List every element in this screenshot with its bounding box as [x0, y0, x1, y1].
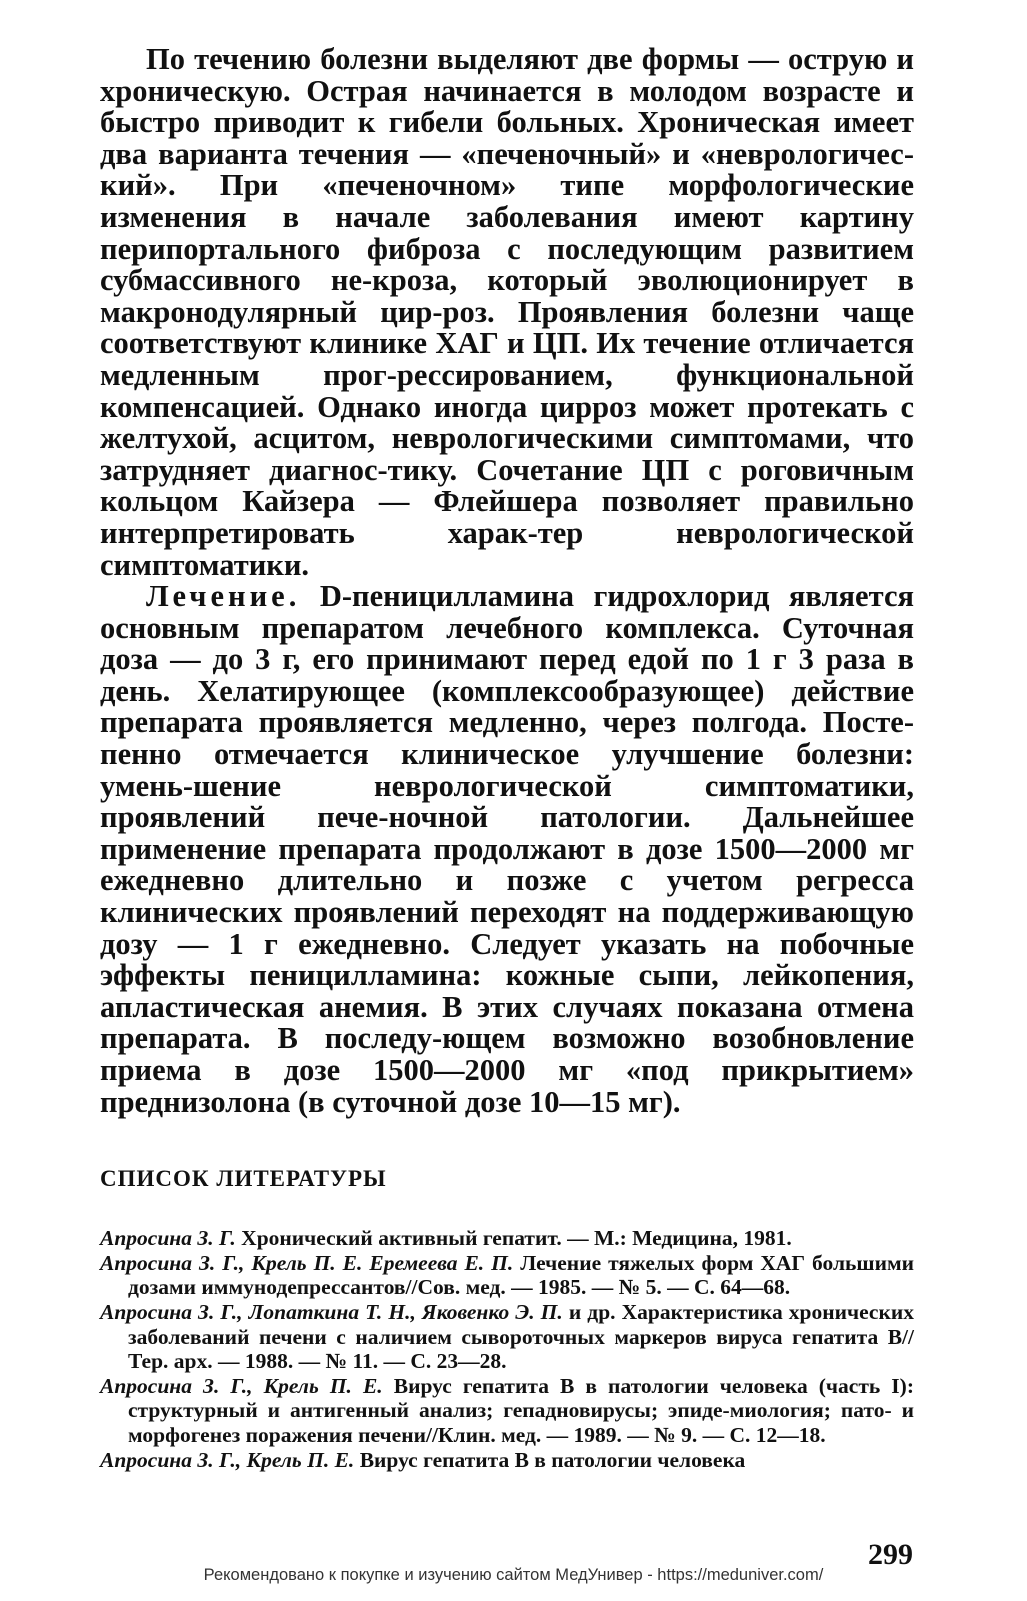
reference-authors: Апросина З. Г., Крель П. Е.	[100, 1447, 355, 1472]
page-number: 299	[868, 1538, 913, 1571]
references-heading: СПИСОК ЛИТЕРАТУРЫ	[100, 1166, 387, 1192]
reference-authors: Апросина З. Г., Крель П. Е.	[100, 1373, 383, 1398]
reference-text: Лечение тяжелых форм ХАГ большими дозами иммунодепрессантов//Сов. мед. — 1985. — № 5. — С. 64—68.	[128, 1250, 914, 1300]
reference-item	[100, 1251, 914, 1300]
reference-item	[100, 1448, 914, 1473]
reference-text: Вирус гепатита В в патологии человека (часть I): структурный и антигенный анализ; гепадновирусы; эпиде-миология; пато- и морфогенез поражения печени//Клин. мед. — 1989. — № 9. — С. 12—18.	[128, 1373, 914, 1447]
reference-authors: Апросина З. Г., Крель П. Е. Еремеева Е. П.	[100, 1250, 514, 1275]
treatment-lead: Лечение.	[146, 579, 301, 614]
reference-item	[100, 1226, 914, 1251]
references-list	[100, 1226, 914, 1472]
reference-text: и др. Характеристика хронических заболеваний печени с наличием сывороточных маркеров вируса гепатита В//Тер. арх. — 1988. — № 11. — С. 23—28.	[128, 1299, 915, 1374]
page-content	[100, 44, 914, 1472]
reference-item	[100, 1300, 914, 1374]
reference-text: Вирус гепатита В в патологии человека	[354, 1447, 746, 1472]
reference-authors: Апросина З. Г., Лопаткина Т. Н., Яковенко Э. П.	[100, 1299, 563, 1324]
reference-item	[100, 1374, 914, 1448]
body-paragraph: По течению болезни выделяют две формы — острую и хроническую. Острая начинается в молодом возрасте и быстро приводит к гибели больных. Хроническая имеет два варианта течения — «печеночный» и «неврологичес-кий». При «печеночном» типе морфологические изменения в начале заболевания имеют картину перипортального фиброза с последующим развитием субмассивного не-кроза, который эволюционирует в макронодулярный цир-роз. Проявления болезни чаще соответствуют клинике ХАГ и ЦП. Их течение отличается медленным прог-рессированием, функциональной компенсацией. Однако иногда цирроз может протекать с желтухой, асцитом, неврологическими симптомами, что затрудняет диагнос-тику. Сочетание ЦП с роговичным кольцом Кайзера — Флейшера позволяет правильно интерпретировать харак-тер неврологической симптоматики.	[100, 42, 914, 582]
reference-authors: Апросина З. Г.	[100, 1226, 236, 1251]
reference-text: Хронический активный гепатит. — М.: Медицина, 1981.	[235, 1226, 792, 1251]
treatment-text: D-пеницилламина гидрохлорид является основным препаратом лечебного комплекса. Суточная доза — до 3 г, его принимают перед едой по 1 г 3 раза в день. Хелатирующее (комплексообразующее) действие препарата проявляется медленно, через полгода. Посте-пенно отмечается клиническое улучшение болезни: умень-шение неврологической симптоматики, проявлений пече-ночной патологии. Дальнейшее применение препарата продолжают в дозе 1500—2000 мг ежедневно длительно и позже с учетом регресса клинических проявлений переходят на поддерживающую дозу — 1 г ежедневно. Следует указать на побочные эффекты пеницилламина: кожные сыпи, лейкопения, апластическая анемия. В этих случаях показана отмена препарата. В последу-ющем возможно возобновление приема в дозе 1500—2000 мг «под прикрытием» преднизолона (в суточной дозе 10—15 мг).	[100, 579, 914, 1119]
treatment-paragraph	[100, 581, 914, 1118]
watermark-footer[interactable]: Рекомендовано к покупке и изучению сайтом МедУнивер - https://meduniver.com/	[203, 1566, 824, 1584]
